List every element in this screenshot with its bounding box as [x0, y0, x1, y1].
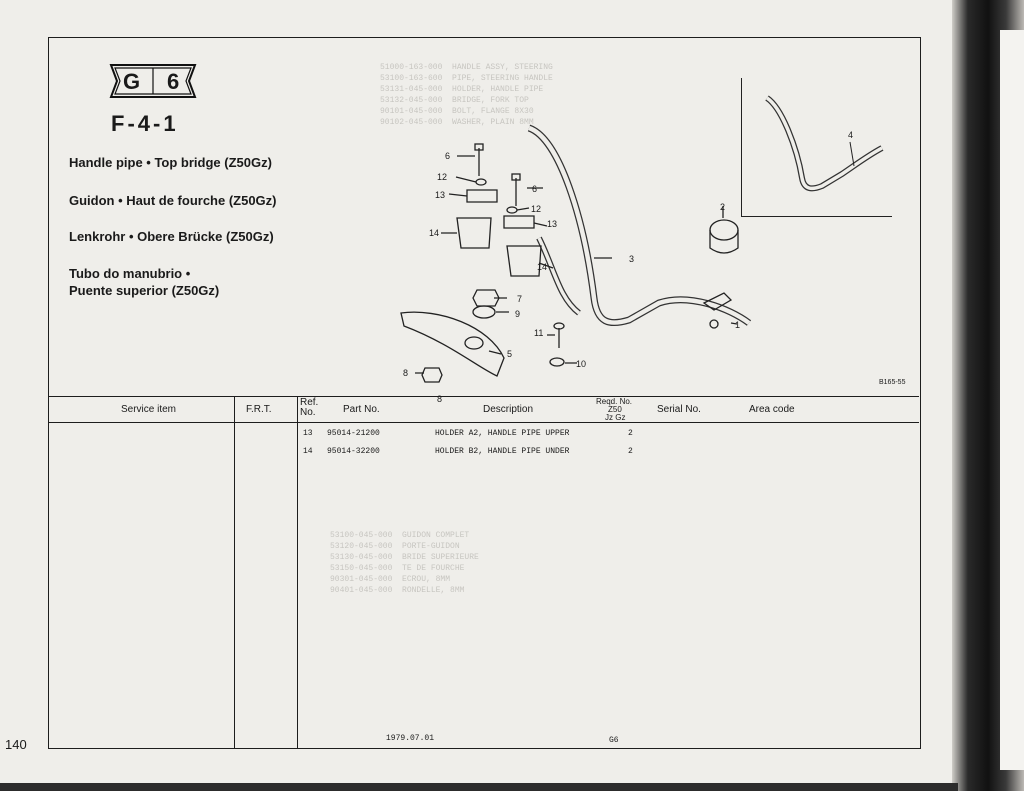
col-description: Description [483, 404, 534, 415]
col-area-code: Area code [749, 404, 795, 415]
callout-4: 4 [848, 130, 854, 140]
scan-bottom-edge [0, 783, 958, 791]
callout-12: 12 [437, 172, 448, 182]
col-serial-no: Serial No. [657, 404, 701, 415]
quantity: 2 [628, 447, 633, 456]
callout-14: 14 [429, 228, 440, 238]
ref-no: 14 [303, 447, 313, 456]
col-reqd-no: Reqd. No. [596, 397, 633, 406]
inset-handle-pipe-drawing [742, 78, 892, 216]
adjacent-page-edge [1000, 30, 1024, 770]
parts-catalog-frame [48, 37, 921, 749]
callout-10: 10 [576, 359, 587, 369]
callout-2: 2 [720, 202, 726, 212]
description: HOLDER A2, HANDLE PIPE UPPER [435, 429, 570, 438]
callout-6b: 6 [532, 184, 538, 194]
section-number: 6 [167, 69, 181, 94]
parts-table [49, 396, 919, 749]
handle-pipe-inset [741, 78, 892, 217]
figure-reference-code: B165-55 [879, 379, 906, 386]
callout-12b: 12 [531, 204, 542, 214]
section-code-badge [105, 61, 201, 101]
col-service-item: Service item [121, 404, 177, 415]
ref-no: 13 [303, 429, 313, 438]
col-model-sub: Jz Gz [605, 413, 626, 422]
page-number: 140 [5, 737, 27, 752]
figure-number: F-4-1 [111, 111, 179, 136]
col-frt: F.R.T. [246, 404, 272, 415]
callout-3: 3 [629, 254, 635, 264]
callout-8: 8 [403, 368, 409, 378]
col-ref-no: Ref. No. [300, 397, 319, 418]
callout-8b: 8 [437, 394, 443, 404]
bleed-through-text-lower: 53100-045-000 GUIDON COMPLET 53120-045-000 PORTE-GUIDON 53130-045-000 BRIDE SUPERIEURE 53150-045-000 TE DE FOURCHE 90301-045-000 ECROU, 8MM 90401-045-000 RONDELLE, 8MM [330, 531, 479, 595]
description: HOLDER B2, HANDLE PIPE UNDER [435, 447, 570, 456]
callout-11: 11 [534, 328, 544, 338]
table-header [49, 397, 919, 423]
title-spanish-line1: Tubo do manubrio • [69, 266, 191, 281]
callout-5: 5 [507, 349, 513, 359]
title-german: Lenkrohr • Obere Brücke (Z50Gz) [69, 229, 274, 244]
publication-date: 1979.07.01 [386, 734, 435, 743]
title-spanish-line2: Puente superior (Z50Gz) [69, 283, 220, 298]
callout-9: 9 [515, 309, 521, 319]
table-row [49, 443, 919, 461]
exploded-parts-drawing [329, 98, 769, 388]
title-french: Guidon • Haut de fourche (Z50Gz) [69, 193, 277, 208]
section-letter: G [123, 69, 142, 94]
callout-6: 6 [445, 151, 451, 161]
section-footer-code: G6 [609, 736, 619, 745]
col-part-no: Part No. [343, 404, 380, 415]
callout-7: 7 [517, 294, 523, 304]
callout-1: 1 [735, 320, 741, 330]
callout-13: 13 [435, 190, 446, 200]
callout-13b: 13 [547, 219, 558, 229]
callout-14b: 14 [537, 262, 548, 272]
title-english: Handle pipe • Top bridge (Z50Gz) [69, 155, 272, 170]
part-no: 95014-32200 [327, 447, 380, 456]
col-model: Z50 [608, 405, 622, 414]
quantity: 2 [628, 429, 633, 438]
part-no: 95014-21200 [327, 429, 380, 438]
table-row [49, 425, 919, 443]
bleed-through-text: 51000-163-000 HANDLE ASSY, STEERING 53100-163-600 PIPE, STEERING HANDLE 53131-045-000 HOLDER, HANDLE PIPE 53132-045-000 BRIDGE, FORK TOP 90101-045-000 BOLT, FLANGE 8X30 90102-045-000 WASHER, PLAIN 8MM [380, 63, 553, 127]
